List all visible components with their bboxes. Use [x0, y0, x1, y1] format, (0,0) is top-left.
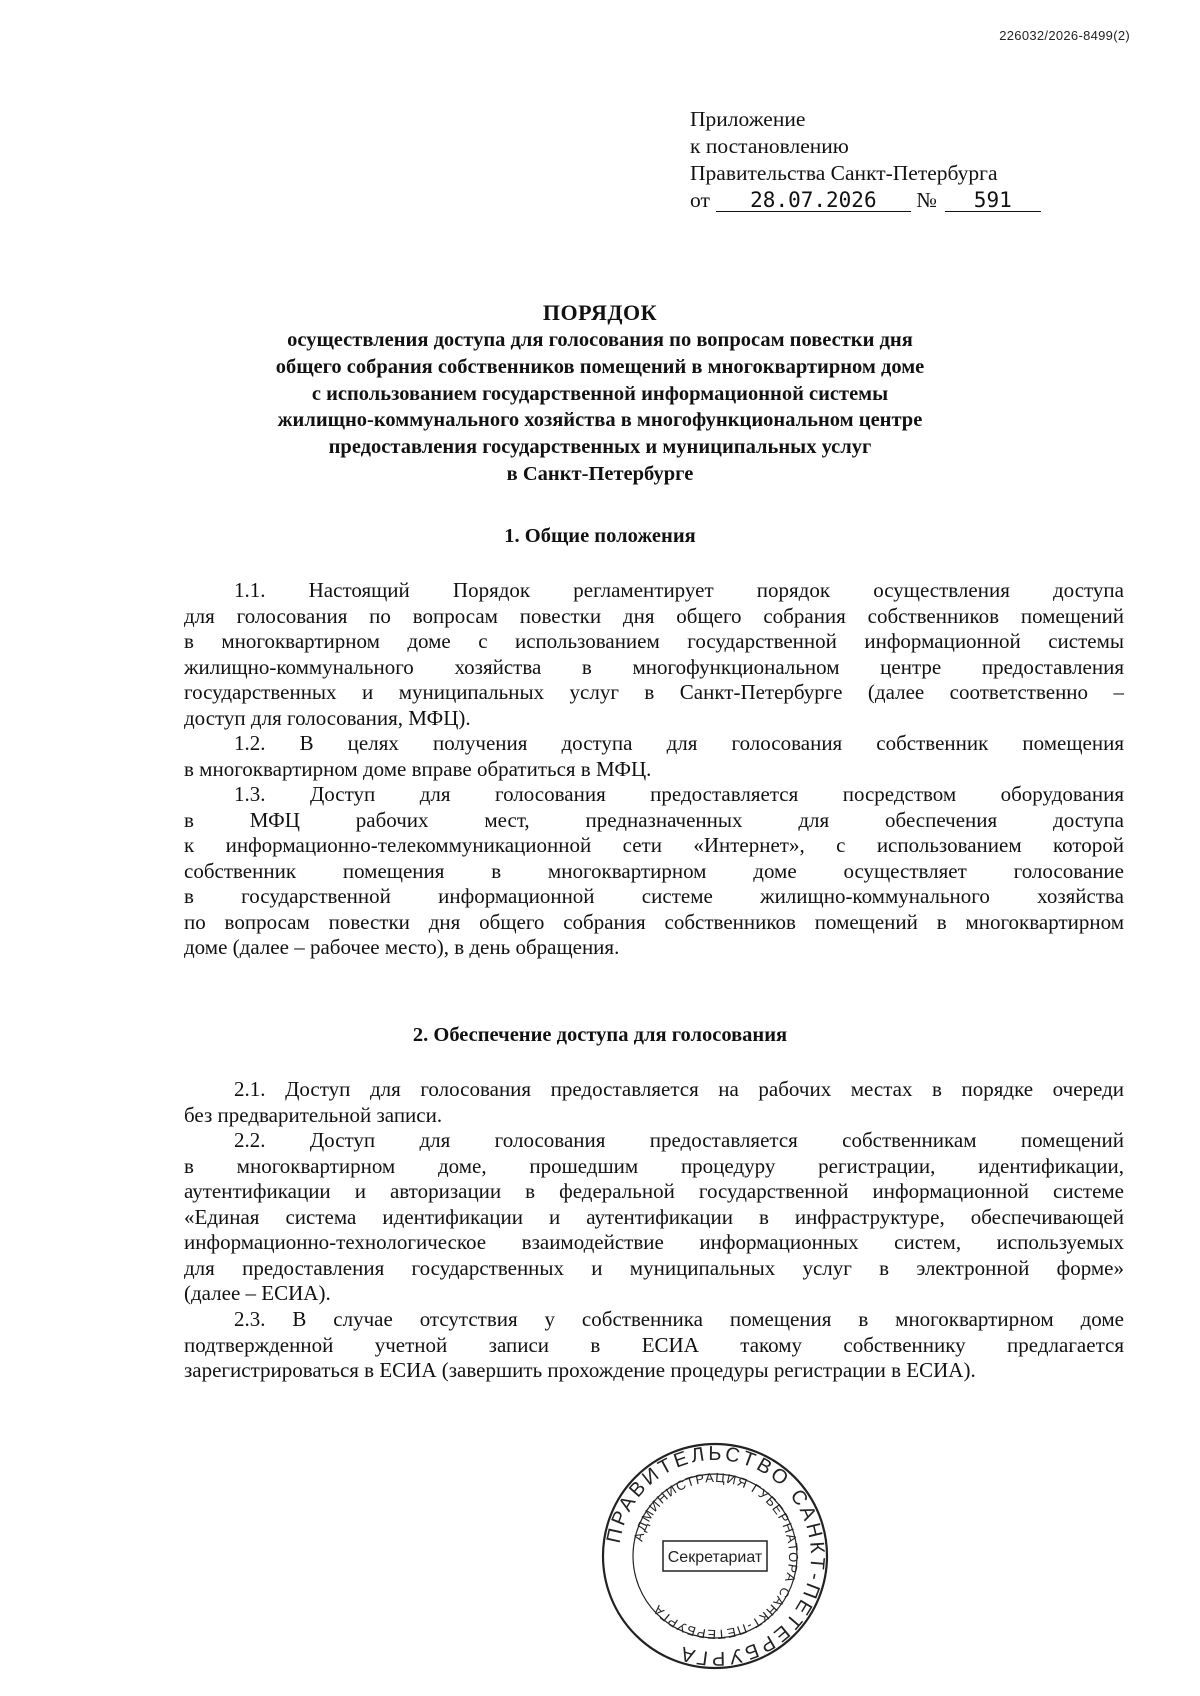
p2-2-line-4: «Единая система идентификации и аутентификации в инфраструктуре, обеспечивающей — [184, 1204, 1124, 1229]
title-main: ПОРЯДОК — [542, 300, 658, 325]
p2-2-line-6: для предоставления государственных и муниципальных услуг в электронной форме» — [184, 1255, 1124, 1280]
appendix-line-1: Приложение — [690, 107, 806, 131]
p1-3-line-7: доме (далее – рабочее место), в день обращения. — [184, 935, 620, 959]
p1-2-line-1: 1.2. В целях получения доступа для голосования собственник помещения — [234, 731, 1124, 755]
p1-1-line-2: для голосования по вопросам повестки дня общего собрания собственников помещений — [184, 603, 1124, 628]
p2-2-line-7: (далее – ЕСИА). — [184, 1281, 331, 1305]
resolution-number: 591 — [945, 189, 1041, 212]
title-line-2: общего собрания собственников помещений в многоквартирном доме — [275, 355, 925, 378]
p1-3-line-2: в МФЦ рабочих мест, предназначенных для обеспечения доступа — [184, 807, 1124, 832]
p1-1-line-1: 1.1. Настоящий Порядок регламентирует порядок осуществления доступа — [234, 578, 1124, 602]
official-seal-stamp — [600, 1441, 830, 1671]
appendix-header — [690, 106, 1041, 214]
date-prefix: от — [690, 188, 710, 212]
section-2-heading: 2. Обеспечение доступа для голосования — [412, 1024, 788, 1046]
seal-outer-text: ПРАВИТЕЛЬСТВО САНКТ-ПЕТЕРБУРГА — [602, 1442, 829, 1670]
p2-3-line-2: подтвержденной учетной записи в ЕСИА такому собственнику предлагается — [184, 1332, 1124, 1357]
paragraph-2-3 — [184, 1307, 1124, 1384]
registration-number: 226032/2026-8499(2) — [999, 28, 1130, 43]
p1-3-line-6: по вопросам повестки дня общего собрания собственников помещений в многоквартирном — [184, 909, 1124, 934]
title-line-4: жилищно-коммунального хозяйства в многофункциональном центре — [277, 409, 923, 432]
p2-2-line-1: 2.2. Доступ для голосования предоставляется собственникам помещений — [234, 1128, 1124, 1152]
document-title — [0, 299, 1200, 488]
p1-3-line-3: к информационно-телекоммуникационной сети «Интернет», с использованием которой — [184, 833, 1124, 857]
paragraph-1-3 — [184, 782, 1124, 961]
p1-3-line-4: собственник помещения в многоквартирном доме осуществляет голосование — [184, 858, 1124, 883]
p1-2-line-2: в многоквартирном доме вправе обратиться в МФЦ. — [184, 756, 652, 781]
paragraph-1-1 — [184, 578, 1124, 731]
title-line-6: в Санкт-Петербурге — [506, 462, 694, 485]
p2-3-line — [184, 1307, 1124, 1333]
p1-1-line-5: государственных и муниципальных услуг в Санкт-Петербурге (далее соответственно – — [184, 680, 1124, 704]
p2-2-line-5: информационно-технологическое взаимодействие информационных систем, используемых — [184, 1230, 1124, 1254]
seal-center-text: Секретариат — [667, 1549, 763, 1566]
resolution-date: 28.07.2026 — [716, 189, 911, 212]
p2-2-line-3: аутентификации и авторизации в федеральной государственной информационной системе — [184, 1179, 1124, 1203]
p2-1-line-2: без предварительной записи. — [184, 1102, 443, 1127]
section-1-heading: 1. Общие положения — [504, 525, 696, 547]
p1-2-line — [184, 731, 1124, 757]
p2-3-line-3: зарегистрироваться в ЕСИА (завершить прохождение процедуры регистрации в ЕСИА). — [184, 1358, 976, 1382]
p1-3-line — [184, 782, 1124, 808]
p2-2-line-2: в многоквартирном доме, прошедшим процедуру регистрации, идентификации, — [184, 1153, 1124, 1178]
seal-inner-text: АДМИНИСТРАЦИЯ ГУБЕРНАТОРА САНКТ-ПЕТЕРБУРГА — [630, 1469, 802, 1643]
title-line-5: предоставления государственных и муниципальных услуг — [328, 436, 872, 459]
p1-3-line-5: в государственной информационной системе жилищно-коммунального хозяйства — [184, 884, 1124, 908]
paragraph-2-2 — [184, 1128, 1124, 1307]
title-line-1: осуществления доступа для голосования по вопросам повестки дня — [287, 329, 913, 351]
paragraph-1-2 — [184, 731, 1124, 782]
number-prefix: № — [916, 188, 937, 212]
p1-3-line-1: 1.3. Доступ для голосования предоставляется посредством оборудования — [234, 782, 1124, 806]
p2-1-line-1: 2.1. Доступ для голосования предоставляется на рабочих местах в порядке очереди — [234, 1077, 1124, 1101]
appendix-line-3: Правительства Санкт-Петербурга — [690, 161, 998, 185]
p1-1-line-6: доступ для голосования, МФЦ). — [184, 705, 471, 730]
p1-1-line — [184, 578, 1124, 604]
p2-1-line — [184, 1077, 1124, 1103]
appendix-line-2: к постановлению — [690, 134, 849, 158]
paragraph-2-1 — [184, 1077, 1124, 1128]
appendix-date-line — [690, 187, 1041, 214]
p2-3-line-1: 2.3. В случае отсутствия у собственника помещения в многоквартирном доме — [234, 1307, 1124, 1331]
p1-1-line-4: жилищно-коммунального хозяйства в многофункциональном центре предоставления — [184, 654, 1124, 679]
title-line-3: с использованием государственной информационной системы — [311, 382, 889, 405]
p1-1-line-3: в многоквартирном доме с использованием государственной информационной системы — [184, 629, 1124, 653]
p2-2-line — [184, 1128, 1124, 1154]
